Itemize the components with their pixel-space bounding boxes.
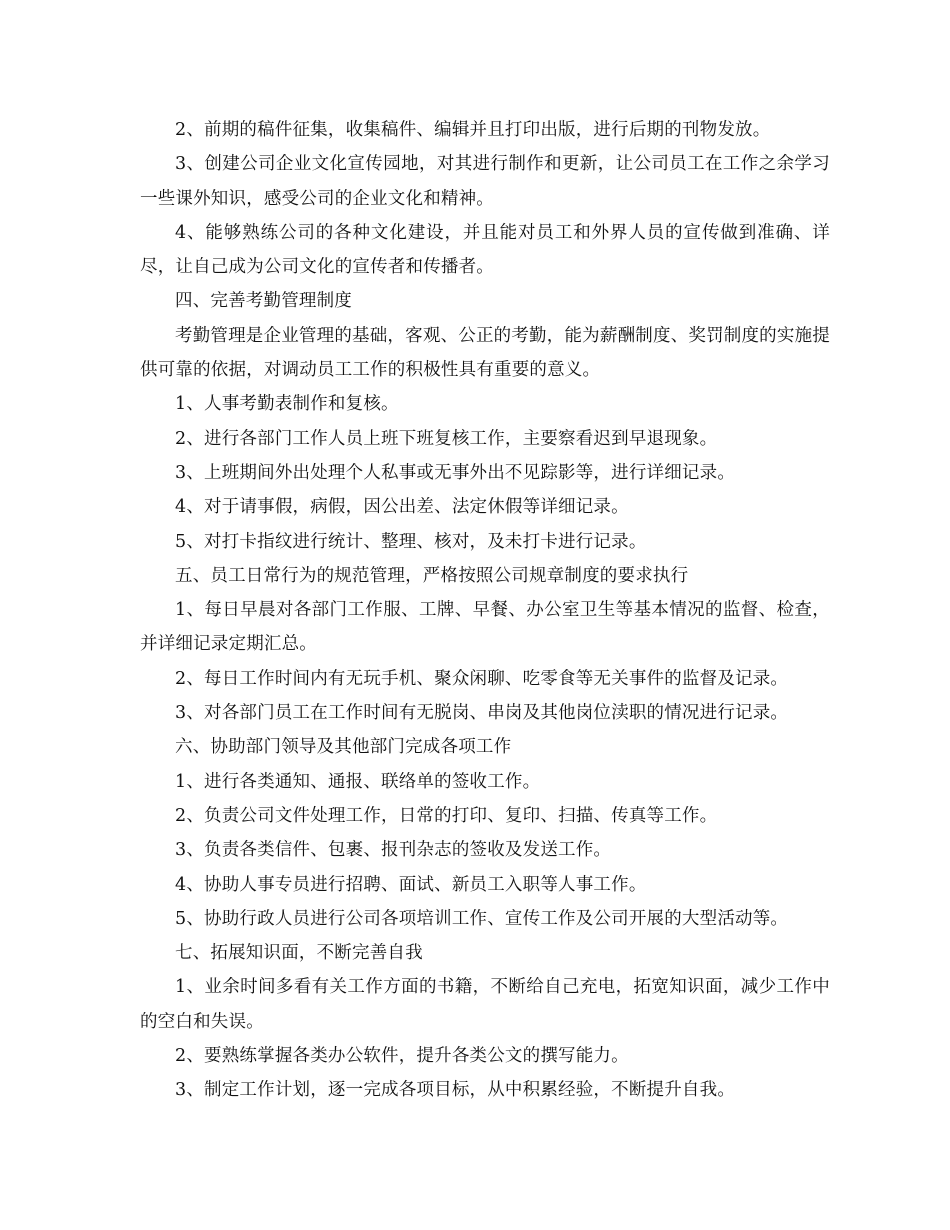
paragraph: 3、上班期间外出处理个人私事或无事外出不见踪影等，进行详细记录。 (175, 462, 736, 483)
paragraph: 1、每日早晨对各部门工作服、工牌、早餐、办公室卫生等基本情况的监督、检查，并详细记录定期汇总。 (140, 600, 830, 655)
paragraph: 4、对于请事假，病假，因公出差、法定休假等详细记录。 (175, 497, 629, 518)
section-heading: 五、员工日常行为的规范管理，严格按照公司规章制度的要求执行 (175, 565, 689, 586)
paragraph: 1、进行各类通知、通报、联络单的签收工作。 (175, 771, 541, 792)
paragraph: 2、每日工作时间内有无玩手机、聚众闲聊、吃零食等无关事件的监督及记录。 (175, 668, 789, 689)
paragraph: 3、对各部门员工在工作时间有无脱岗、串岗及其他岗位渎职的情况进行记录。 (175, 703, 789, 724)
section-heading: 六、协助部门领导及其他部门完成各项工作 (175, 737, 512, 758)
section-heading: 七、拓展知识面，不断完善自我 (175, 943, 423, 964)
paragraph: 4、能够熟练公司的各种文化建设，并且能对员工和外界人员的宣传做到准确、详尽，让自己成为公司文化的宣传者和传播者。 (140, 222, 830, 278)
paragraph: 2、负责公司文件处理工作，日常的打印、复印、扫描、传真等工作。 (175, 805, 718, 826)
paragraph: 2、进行各部门工作人员上班下班复核工作，主要察看迟到早退现象。 (175, 428, 718, 449)
paragraph: 5、协助行政人员进行公司各项培训工作、宣传工作及公司开展的大型活动等。 (175, 908, 789, 929)
paragraph: 4、协助人事专员进行招聘、面试、新员工入职等人事工作。 (175, 874, 647, 895)
paragraph: 3、负责各类信件、包裹、报刊杂志的签收及发送工作。 (175, 840, 612, 861)
section-heading: 四、完善考勤管理制度 (175, 291, 352, 312)
paragraph: 考勤管理是企业管理的基础，客观、公正的考勤，能为薪酬制度、奖罚制度的实施提供可靠的依据，对调动员工工作的积极性具有重要的意义。 (140, 325, 830, 381)
paragraph: 1、人事考勤表制作和复核。 (175, 394, 399, 415)
paragraph: 1、业余时间多看有关工作方面的书籍，不断给自己充电，拓宽知识面，减少工作中的空白和失误。 (140, 977, 830, 1032)
paragraph: 3、创建公司企业文化宣传园地，对其进行制作和更新，让公司员工在工作之余学习一些课外知识，感受公司的企业文化和精神。 (140, 154, 830, 209)
paragraph: 2、要熟练掌握各类办公软件，提升各类公文的撰写能力。 (175, 1046, 629, 1067)
paragraph: 3、制定工作计划，逐一完成各项目标，从中积累经验，不断提升自我。 (175, 1080, 736, 1101)
paragraph: 2、前期的稿件征集，收集稿件、编辑并且打印出版，进行后期的刊物发放。 (175, 120, 771, 140)
document-body (140, 113, 830, 1108)
paragraph: 5、对打卡指纹进行统计、整理、核对，及未打卡进行记录。 (175, 531, 647, 552)
